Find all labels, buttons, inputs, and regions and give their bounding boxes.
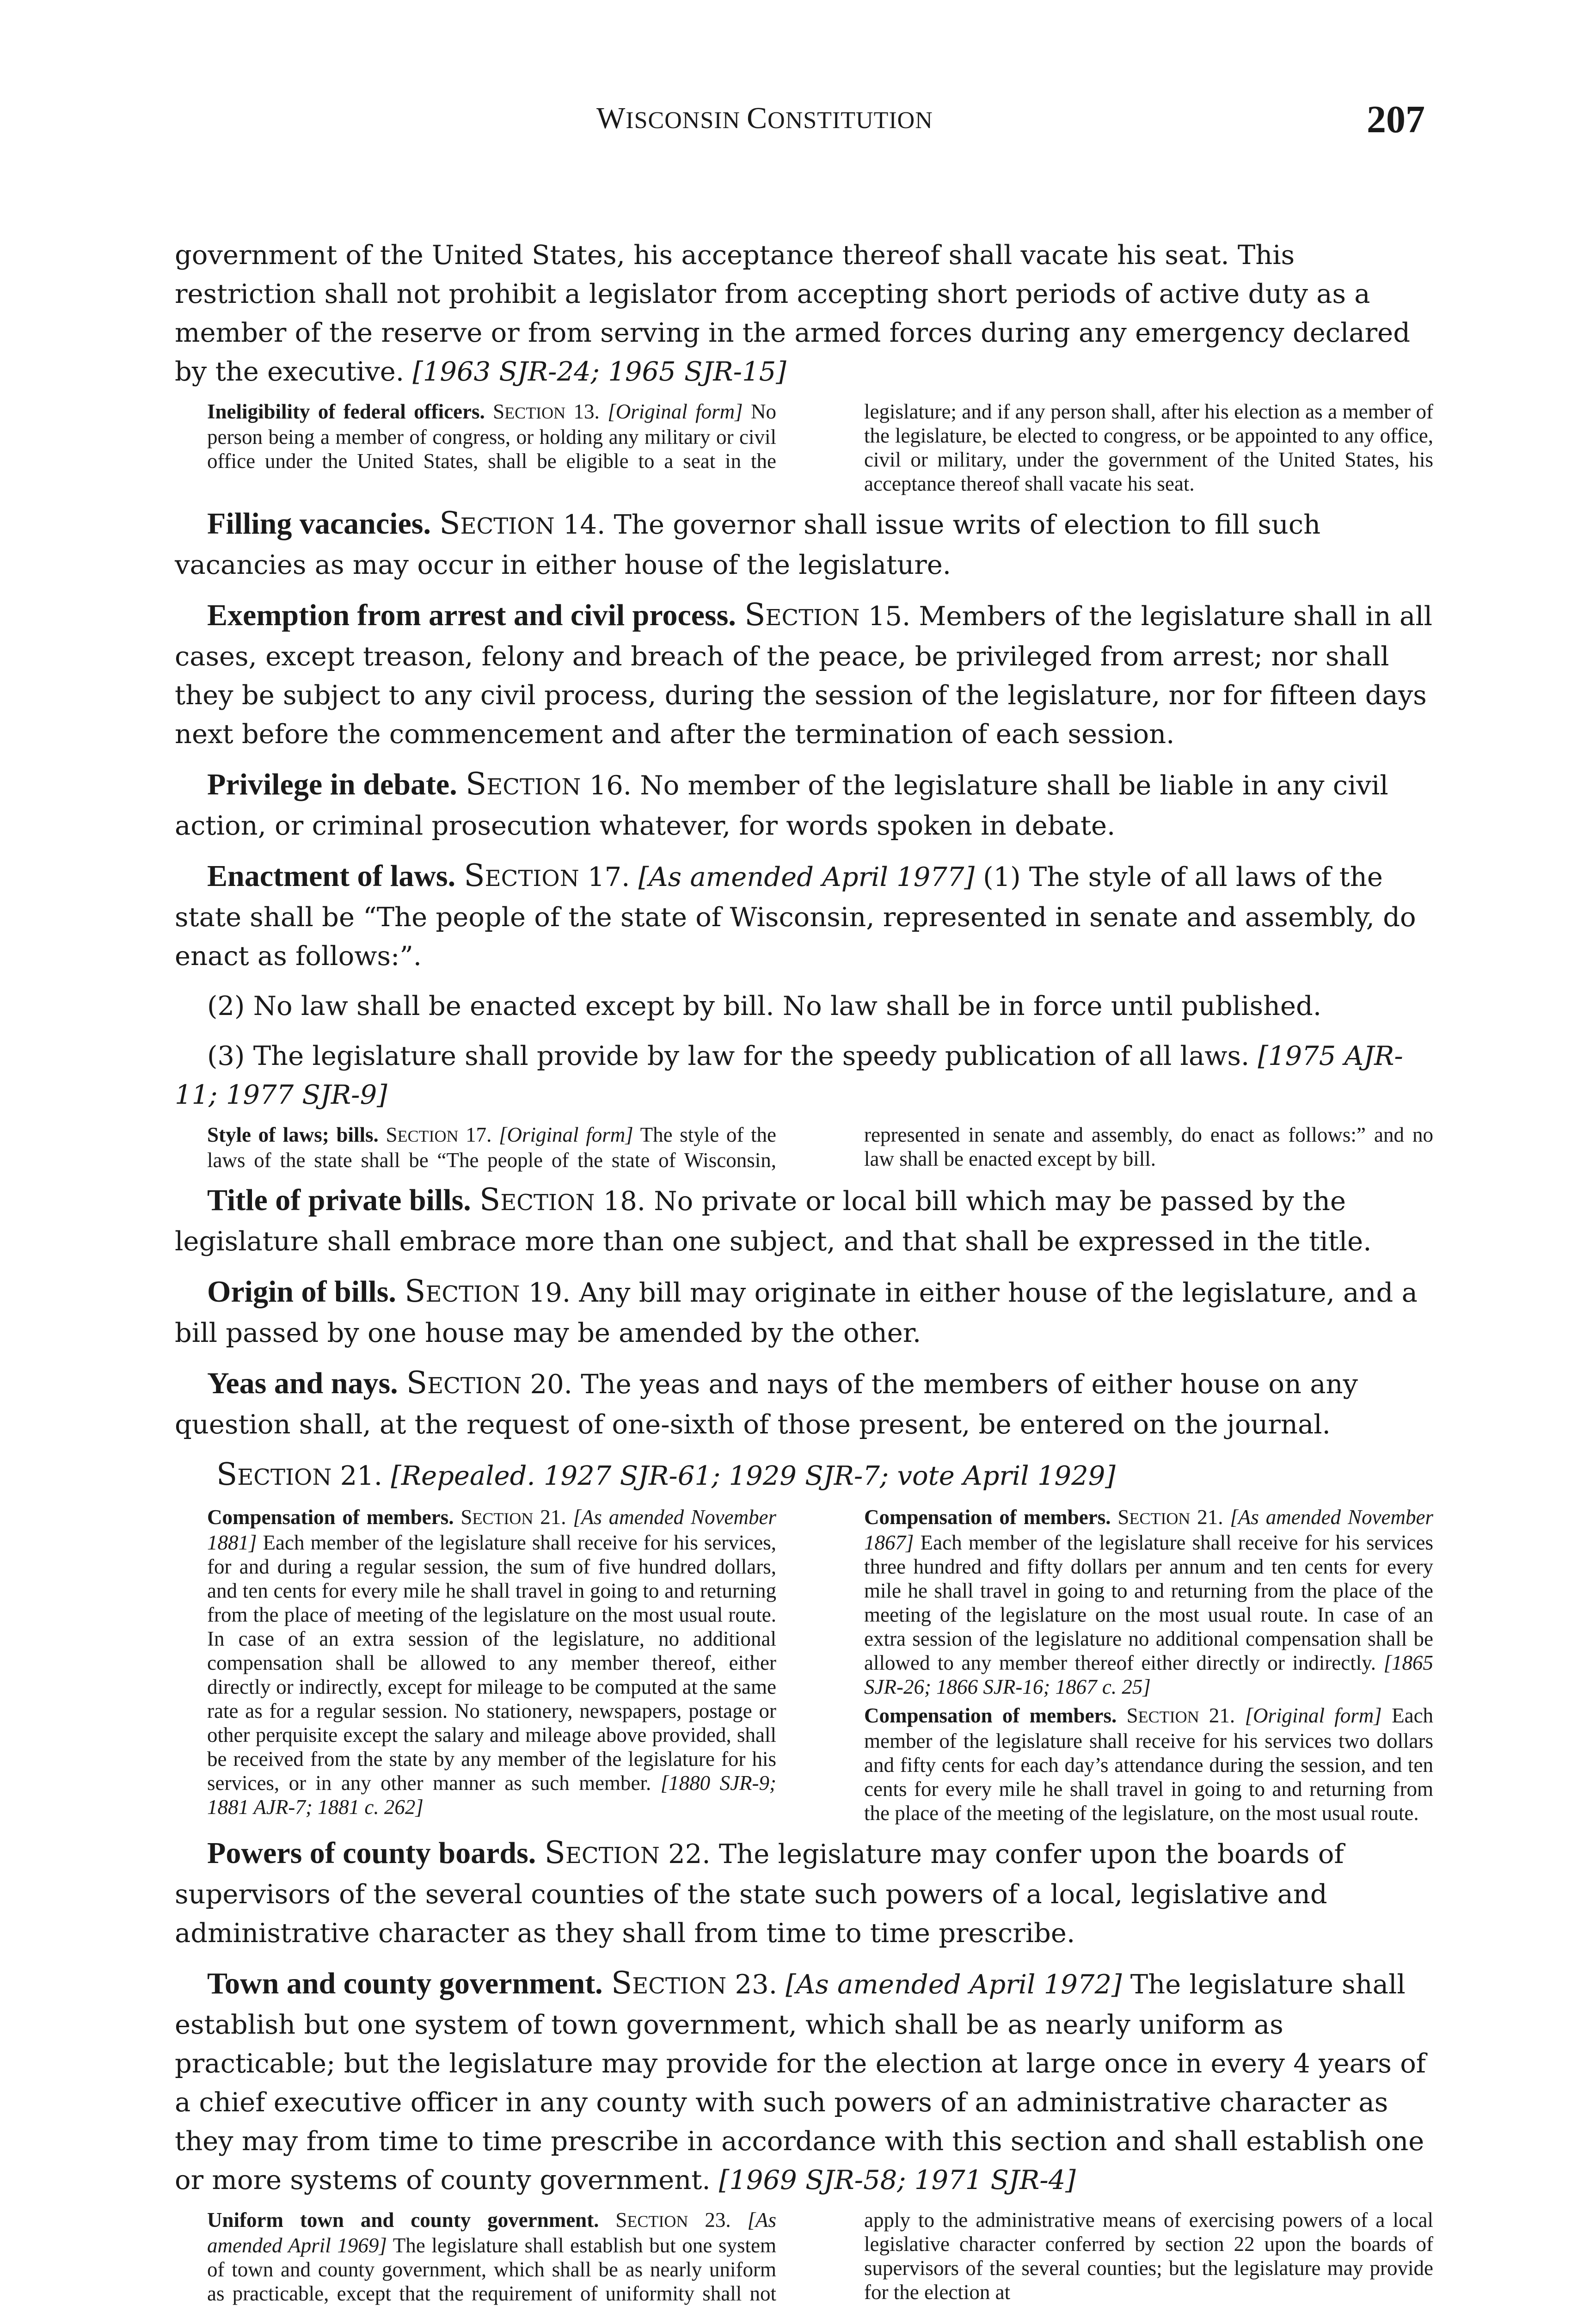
paragraph-section-12-continued: government of the United States, his acceptance thereof shall vacate his seat. This restriction shall not prohibit a legislator from accepting short periods of active duty as a member of the reserve or from serving in the armed forces during any emergency declared by the executive. [1963 SJR-24; 1965 SJR-15]	[175, 240, 1411, 387]
section-19: Origin of bills. SECTION 19. Any bill may originate in either house of the legislature, and a bill passed by one house may be amended by the other.	[175, 1273, 1418, 1348]
section-22: Powers of county boards. SECTION 22. The legislature may confer upon the boards of supervisors of the several counties of the state such powers of a local, legislative and administrative character as they shall from time to time prescribe.	[175, 1835, 1344, 1949]
section-17-subsection-2: (2) No law shall be enacted except by bill. No law shall be in force until published.	[207, 990, 1322, 1021]
section-21-repealed: SECTION 21. [Repealed. 1927 SJR-61; 1929 SJR-7; vote April 1929]	[216, 1457, 1116, 1492]
page-body	[175, 236, 1433, 2312]
page-number: 207	[1367, 98, 1425, 141]
section-16: Privilege in debate. SECTION 16. No member of the legislature shall be liable in any civil action, or criminal prosecution whatever, for words spoken in debate.	[175, 766, 1388, 841]
page-header	[0, 98, 1596, 142]
section-23: Town and county government. SECTION 23. [As amended April 1972] The legislature shall establish but one system of town government, which shall be as nearly uniform as practicable; but the legislature may provide for the election at large once in every 4 years of a chief executive officer in any county with such powers of an administrative character as they may from time to time prescribe in accordance with this section and shall establish one or more systems of county government. [1969 SJR-58; 1971 SJR-4]	[175, 1965, 1426, 2195]
section-17: Enactment of laws. SECTION 17. [As amended April 1977] (1) The style of all laws of the state shall be “The people of the state of Wisconsin, represented in senate and assembly, do enact as follows:”.	[175, 858, 1416, 972]
historical-note-section-23: Uniform town and county government. SECTION 23. [As amended April 1969] The legislature shall establish but one system of town and county government, which shall be as nearly uniform as practicable, except that the requirement of uniformity shall not apply to the administrative means of exercising powers of a local legislative character conferred by section 22 upon the boards of supervisors of the several counties; but the legislature may provide for the election at	[207, 2208, 1433, 2305]
historical-note-section-13: Ineligibility of federal officers. SECTION 13. [Original form] No person being a member of congress, or holding any military or civil office under the United States, shall be eligible to a seat in the legislature; and if any person shall, after his election as a member of the legislature, be elected to congress, or be appointed to any office, civil or military, under the government of the United States, his acceptance thereof shall vacate his seat.	[207, 400, 1433, 495]
section-17-subsection-3: (3) The legislature shall provide by law for the speedy publication of all laws. [1975 AJR-11; 1977 SJR-9]	[175, 1040, 1403, 1110]
section-18: Title of private bills. SECTION 18. No private or local bill which may be passed by the legislature shall embrace more than one subject, and that shall be expressed in the title.	[175, 1182, 1372, 1257]
section-20: Yeas and nays. SECTION 20. The yeas and nays of the members of either house on any question shall, at the request of one-sixth of those present, be entered on the journal.	[175, 1365, 1358, 1440]
section-14: Filling vacancies. SECTION 14. The governor shall issue writs of election to fill such vacancies as may occur in either house of the legislature.	[175, 505, 1321, 580]
running-title: WISCONSIN CONSTITUTION	[596, 101, 933, 135]
section-15: Exemption from arrest and civil process. SECTION 15. Members of the legislature shall in all cases, except treason, felony and breach of the peace, be privileged from arrest; nor shall they be subject to any civil process, during the session of the legislature, nor for fifteen days next before the commencement and after the termination of each session.	[175, 597, 1433, 750]
historical-note-section-17: Style of laws; bills. SECTION 17. [Original form] The style of the laws of the state shall be “The people of the state of Wisconsin, represented in senate and assembly, do enact as follows:” and no law shall be enacted except by bill.	[207, 1123, 1433, 1172]
historical-note-section-21: Compensation of members. SECTION 21. [As amended November 1881] Each member of the legislature shall receive for his services, for and during a regular session, the sum of five hundred dollars, and ten cents for every mile he shall travel in going to and returning from the place of meeting of the legislature on the most usual route. In case of an extra session of the legislature, no additional compensation shall be allowed to any member thereof, either directly or indirectly, except for mileage to be computed at the same rate as for a regular session. No stationery, newspapers, postage or other perquisite except the salary and mileage above provided, shall be received from the state by any member of the legislature for his services, or in any other manner as such member. [1880 SJR-9; 1881 AJR-7; 1881 c. 262] Compensation of members. SECTION 21. [As amended November 1867] Each member of the legislature shall receive for his services three hundred and fifty dollars per annum and ten cents for every mile he shall travel in going to and returning from the place of the meeting of the legislature on the most usual route. In case of an extra session of the legislature no additional compensation shall be allowed to any member thereof either directly or indirectly. [1865 SJR-26; 1866 SJR-16; 1867 c. 25] Compensation of members. SECTION 21. [Original form] Each member of the legislature shall receive for his services two dollars and fifty cents for each day’s attendance during the session, and ten cents for every mile he shall travel in going to and returning from the place of the meeting of the legislature, on the most usual route.	[207, 1506, 1434, 1825]
